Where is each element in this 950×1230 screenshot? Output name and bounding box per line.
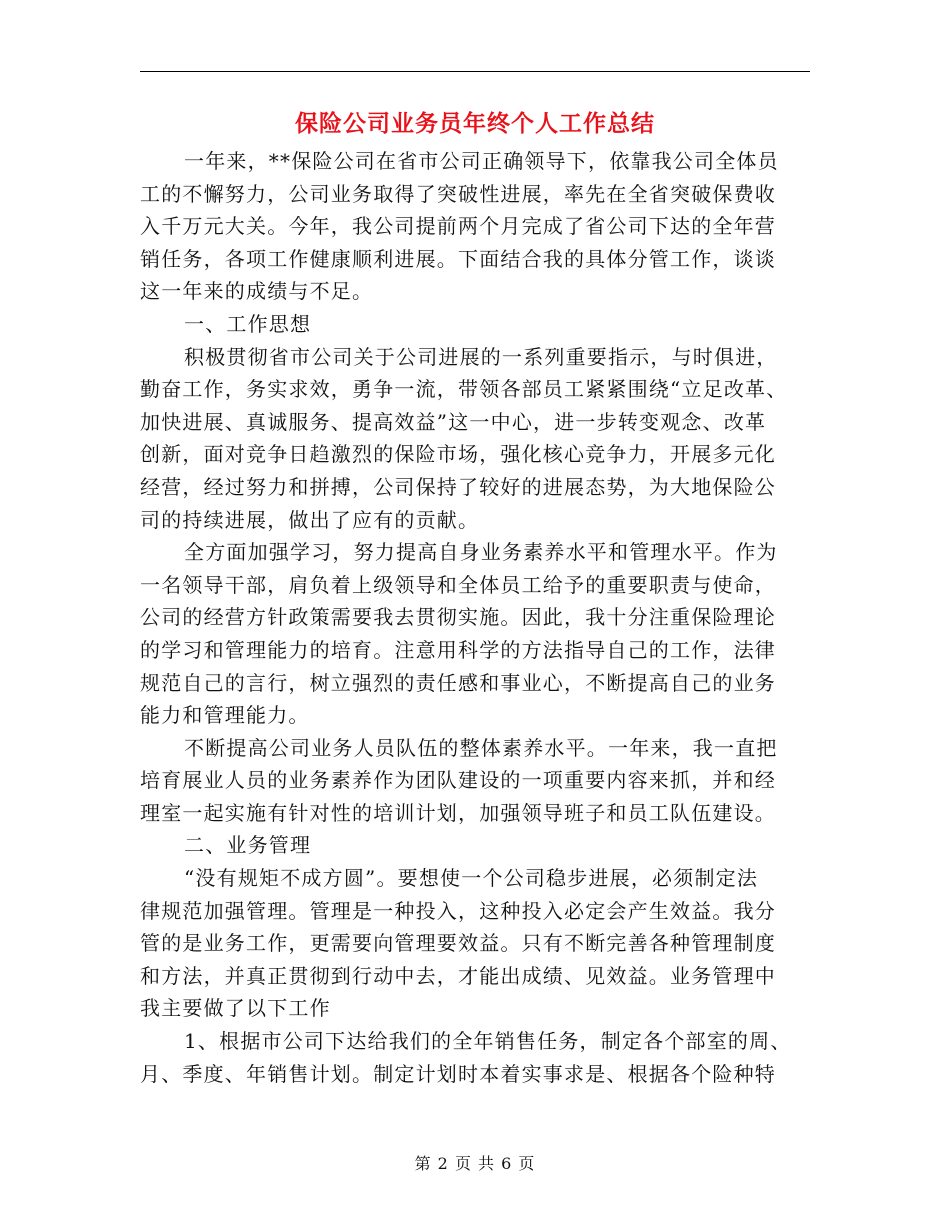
- text-line: 不断提高公司业务人员队伍的整体素养水平。一年来，我一直把: [184, 735, 778, 760]
- text-line: “没有规矩不成方圆”。要想使一个公司稳步进展，必须制定法: [184, 866, 759, 891]
- text-line: 的学习和管理能力的培育。注意用科学的方法指导自己的工作，法律: [140, 637, 776, 662]
- text-line: 培育展业人员的业务素养作为团队建设的一项重要内容来抓，并和经: [140, 768, 776, 793]
- page-footer: 第 2 页 共 6 页: [414, 1154, 536, 1173]
- text-line: 公司的经营方针政策需要我去贯彻实施。因此，我十分注重保险理论: [140, 605, 776, 630]
- text-line: 勤奋工作，务实求效，勇争一流，带领各部员工紧紧围绕“立足改革、: [140, 377, 788, 402]
- text-line: 经营，经过努力和拼搏，公司保持了较好的进展态势，为大地保险公: [140, 474, 776, 499]
- text-line: 二、业务管理: [184, 833, 312, 858]
- text-line: 一年来，**保险公司在省市公司正确领导下，依靠我公司全体员: [184, 149, 779, 173]
- text-line: 这一年来的成绩与不足。: [140, 279, 374, 304]
- text-line: 一名领导干部，肩负着上级领导和全体员工给予的重要职责与使命，: [140, 572, 776, 597]
- text-line: 月、季度、年销售计划。制定计划时本着实事求是、根据各个险种特: [140, 1061, 776, 1086]
- text-line: 创新，面对竞争日趋激烈的保险市场，强化核心竞争力，开展多元化: [140, 442, 776, 467]
- text-line: 加快进展、真诚服务、提高效益”这一中心，进一步转变观念、改革: [140, 409, 767, 434]
- text-line: 规范自己的言行，树立强烈的责任感和事业心，不断提高自己的业务: [140, 670, 776, 695]
- text-line: 管的是业务工作，更需要向管理要效益。只有不断完善各种管理制度: [140, 931, 776, 956]
- header-rule: [140, 71, 810, 72]
- text-line: 司的持续进展，做出了应有的贡献。: [140, 507, 480, 532]
- text-line: 我主要做了以下工作: [140, 996, 331, 1021]
- text-line: 一、工作思想: [184, 311, 312, 336]
- text-line: 能力和管理能力。: [140, 703, 310, 728]
- text-line: 律规范加强管理。管理是一种投入，这种投入必定会产生效益。我分: [140, 898, 776, 923]
- text-line: 销任务，各项工作健康顺利进展。下面结合我的具体分管工作，谈谈: [140, 246, 776, 271]
- text-line: 全方面加强学习，努力提高自身业务素养水平和管理水平。作为: [184, 540, 778, 565]
- text-line: 积极贯彻省市公司关于公司进展的一系列重要指示，与时俱进，: [184, 344, 778, 369]
- document-title: 保险公司业务员年终个人工作总结: [295, 110, 655, 137]
- document-body: [140, 145, 816, 1090]
- text-line: 和方法，并真正贯彻到行动中去，才能出成绩、见效益。业务管理中: [140, 963, 776, 988]
- text-line: 工的不懈努力，公司业务取得了突破性进展，率先在全省突破保费收: [140, 181, 776, 206]
- text-line: 1、根据市公司下达给我们的全年销售任务，制定各个部室的周、: [184, 1029, 792, 1054]
- text-line: 入千万元大关。今年，我公司提前两个月完成了省公司下达的全年营: [140, 214, 776, 239]
- text-line: 理室一起实施有针对性的培训计划，加强领导班子和员工队伍建设。: [140, 800, 776, 825]
